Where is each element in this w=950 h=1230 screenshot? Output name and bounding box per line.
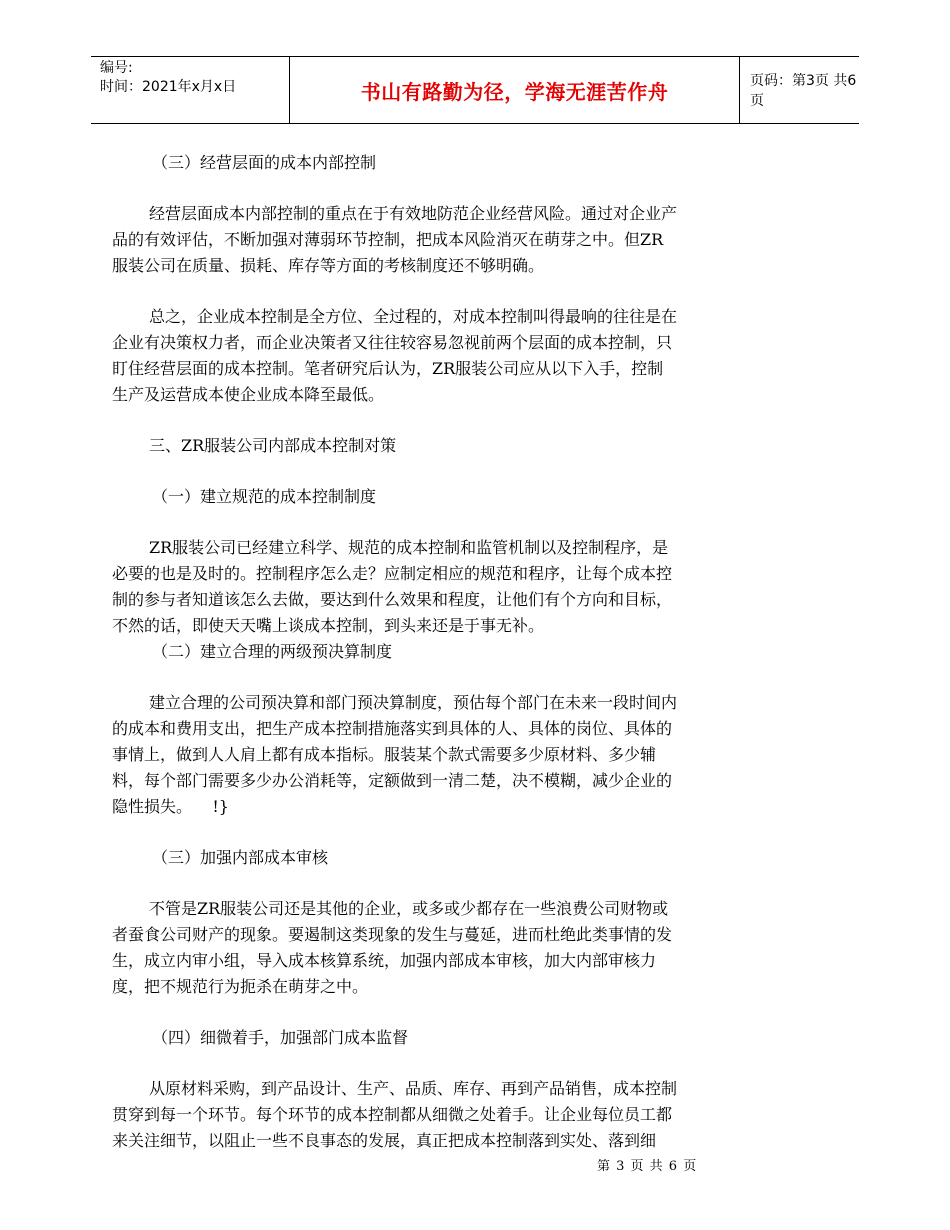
paragraph-line: 隐性损失。 !} <box>112 797 229 816</box>
paragraph-line: 经营层面成本内部控制的重点在于有效地防范企业经营风险。通过对企业产 <box>149 204 678 223</box>
subheading-cost-control-system: （一）建立规范的成本控制制度 <box>152 487 377 506</box>
paragraph-budget-system <box>112 690 772 820</box>
paragraph-line: 服装公司在质量、损耗、库存等方面的考核制度还不够明确。 <box>112 256 545 275</box>
document-body <box>112 150 772 1154</box>
paragraph-line: 从原材料采购，到产品设计、生产、品质、库存、再到产品销售，成本控制 <box>149 1079 678 1098</box>
paragraph-line: 必要的也是及时的。控制程序怎么走？应制定相应的规范和程序，让每个成本控 <box>112 564 673 583</box>
paragraph-line: 贯穿到每一个环节。每个环节的成本控制都从细微之处着手。让企业每位员工都 <box>112 1105 673 1124</box>
paragraph-line: 品的有效评估，不断加强对薄弱环节控制，把成本风险消灭在萌芽之中。但ZR <box>112 230 664 249</box>
header-left-cell <box>91 57 289 123</box>
footer-page-number: 第 3 页 共 6 页 <box>597 1159 698 1174</box>
document-time-label: 时间：2021年x月x日 <box>100 79 237 95</box>
paragraph-line: 料，每个部门需要多少办公消耗等，定额做到一清二楚，决不模糊，减少企业的 <box>112 771 673 790</box>
paragraph-line: 不然的话，即使天天嘴上谈成本控制，到头来还是于事无补。 <box>112 616 545 635</box>
header-motto-cell <box>289 57 740 123</box>
paragraph-summary <box>112 304 772 408</box>
subheading-budget-system: （二）建立合理的两级预决算制度 <box>152 642 393 661</box>
paragraph-line: ZR服装公司已经建立科学、规范的成本控制和监管机制以及控制程序，是 <box>149 538 669 557</box>
paragraph-line: 盯住经营层面的成本控制。笔者研究后认为，ZR服装公司应从以下入手，控制 <box>112 359 664 378</box>
subheading-internal-audit: （三）加强内部成本审核 <box>152 848 329 867</box>
header-page-code: 页码：第3页 共6页 <box>750 73 857 109</box>
paragraph-line: 不管是ZR服装公司还是其他的企业，或多或少都存在一些浪费公司财物或 <box>149 899 669 918</box>
paragraph-line: 总之，企业成本控制是全方位、全过程的，对成本控制叫得最响的往往是在 <box>149 307 678 326</box>
paragraph-line: 者蚕食公司财产的现象。要遏制这类现象的发生与蔓延，进而杜绝此类事情的发 <box>112 925 673 944</box>
subheading-department-supervision: （四）细微着手，加强部门成本监督 <box>152 1028 409 1047</box>
header-page-cell <box>740 57 859 123</box>
paragraph-line: 度，把不规范行为扼杀在萌芽之中。 <box>112 977 369 996</box>
header-table <box>91 56 859 124</box>
paragraph-line: 企业有决策权力者，而企业决策者又往往较容易忽视前两个层面的成本控制，只 <box>112 333 673 352</box>
motto-text: 书山有路勤为径，学海无涯苦作舟 <box>360 79 669 104</box>
section-heading-countermeasures: 三、ZR服装公司内部成本控制对策 <box>149 436 397 455</box>
paragraph-operating-level <box>112 201 772 279</box>
paragraph-department-supervision <box>112 1076 772 1154</box>
paragraph-line: 建立合理的公司预决算和部门预决算制度，预估每个部门在未来一段时间内 <box>149 693 678 712</box>
subheading-operating-level: （三）经营层面的成本内部控制 <box>152 153 377 172</box>
paragraph-internal-audit <box>112 896 772 1000</box>
paragraph-line: 事情上，做到人人肩上都有成本指标。服装某个款式需要多少原材料、多少辅 <box>112 745 657 764</box>
paragraph-line: 制的参与者知道该怎么去做，要达到什么效果和程度，让他们有个方向和目标， <box>112 590 673 609</box>
paragraph-line: 生，成立内审小组，导入成本核算系统，加强内部成本审核，加大内部审核力 <box>112 951 657 970</box>
paragraph-cost-control-system <box>112 535 772 639</box>
paragraph-line: 来关注细节，以阻止一些不良事态的发展，真正把成本控制落到实处、落到细 <box>112 1131 657 1150</box>
paragraph-line: 的成本和费用支出，把生产成本控制措施落实到具体的人、具体的岗位、具体的 <box>112 719 673 738</box>
document-number-label: 编号: <box>100 60 133 76</box>
paragraph-line: 生产及运营成本使企业成本降至最低。 <box>112 385 385 404</box>
